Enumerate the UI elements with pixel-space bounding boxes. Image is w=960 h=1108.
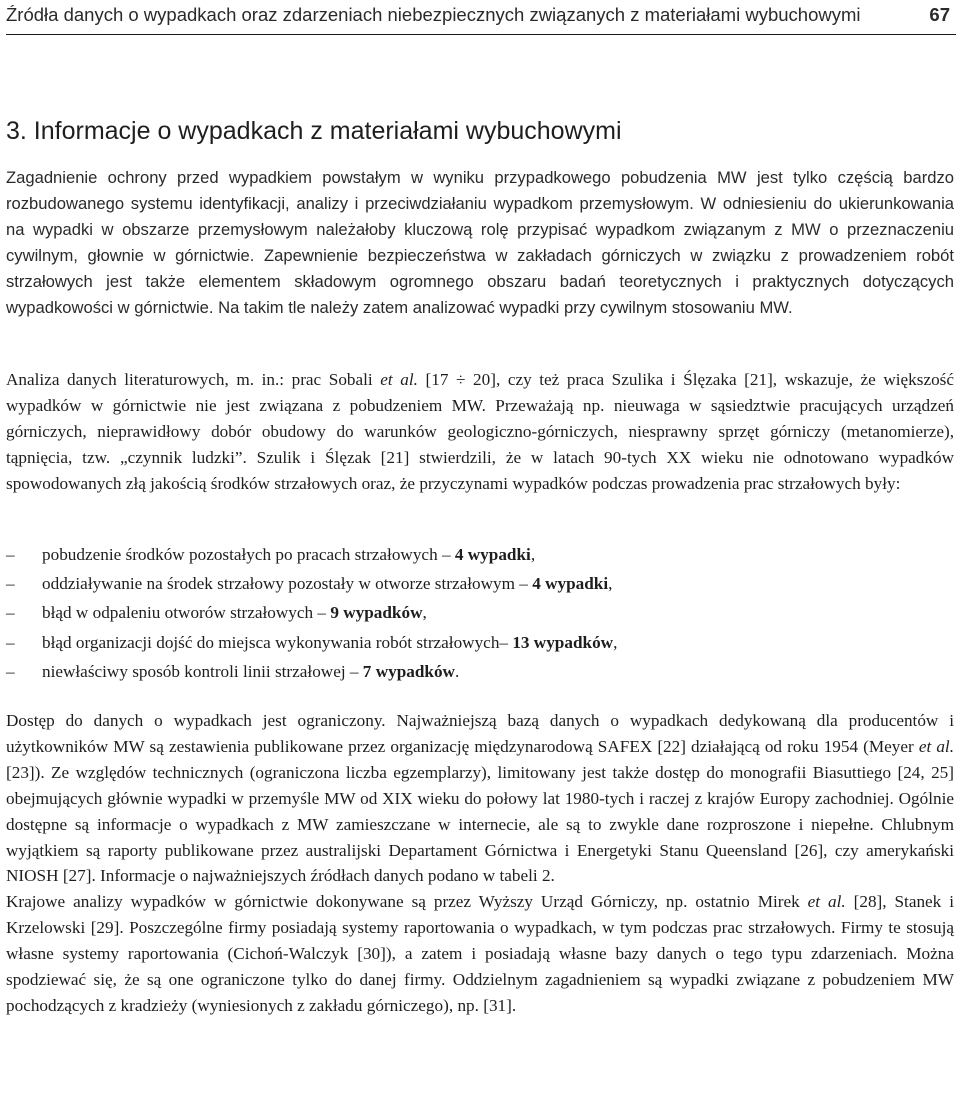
- text-run: Dostęp do danych o wypadkach jest ograniczony. Najważniejszą bazą danych o wypadkach dedykowaną dla producentów i użytkowników MW są zestawienia publikowane przez organizację międzynarodową SAFEX [22] działającą od roku 1954 (Meyer: [6, 711, 954, 756]
- cause-text: pobudzenie środków pozostałych po pracach strzałowych –: [42, 545, 455, 564]
- paragraph-literature: [6, 367, 954, 497]
- punctuation: ,: [530, 545, 536, 564]
- et-al: et al.: [918, 736, 954, 756]
- section-heading: 3. Informacje o wypadkach z materiałami wybuchowymi: [6, 117, 622, 145]
- paragraph-data-access: [6, 708, 954, 1019]
- dash-marker: –: [6, 574, 15, 594]
- accident-causes-list: [6, 540, 954, 686]
- cause-count: 7 wypadków: [362, 661, 455, 681]
- text-run: Krajowe analizy wypadków w górnictwie dokonywane są przez Wyższy Urząd Górniczy, np. ostatnio Mirek: [6, 892, 808, 912]
- dash-marker: –: [6, 545, 15, 564]
- text-run: [28], Stanek i Krzelowski [29]. Poszczególne firmy posiadają systemy raportowania o wypadkach, w tym podczas prac strzałowych. Firmy te stosują własne systemy raportowania (Cichoń-Walczyk [30]), a zatem i posiadają własne bazy danych o tego typu zdarzeniach. Można spodziewać się, że są one ograniczone tylko do danej firmy. Oddzielnym zagadnieniem są wypadki związane z pobudzeniem MW pochodzących z kradzieży (wyniesionych z zakładu górniczego), np. [31].: [6, 892, 954, 1015]
- punctuation: ,: [422, 603, 427, 623]
- text-run: [23]). Ze względów technicznych (ograniczona liczba egzemplarzy), limitowany jest także dostęp do monografii Biasuttiego [24, 25] obejmujących głównie wypadki w przemyśle MW od XIX wieku do połowy lat 1980-tych i raczej z krajów Europy zachodniej. Ogólnie dostępne są informacje o wypadkach z MW zamieszczane w internecie, ale są to zwykle dane rozproszone i niepełne. Chlubnym wyjątkiem są raporty publikowane przez australijski Departament Górnictwa i Energetyki Stanu Queensland [26], czy amerykański NIOSH [27]. Informacje o najważniejszych źródłach danych podano w tabeli 2.: [6, 762, 954, 886]
- et-al: et al.: [380, 370, 418, 389]
- text-run: [17 ÷ 20], czy też praca Szulika i Ślęzaka [21], wskazuje, że większość wypadków w górnictwie nie jest związana z pobudzeniem MW. Przeważają np. nieuwaga w sąsiedztwie pracujących urządzeń górniczych, nieprawidłowy dobór obudowy do warunków geologiczno-górniczych, niesprawny sprzęt górniczy (metanomierze), tąpnięcia, tzw. „czynnik ludzki”. Szulik i Ślęzak [21] stwierdzili, że w latach 90-tych XX wieku nie odnotowano wypadków spowodowanych złą jakością środków strzałowych oraz, że przyczynami wypadków podczas prowadzenia prac strzałowych były:: [6, 370, 954, 493]
- list-item: [6, 657, 954, 686]
- et-al: et al.: [807, 892, 846, 912]
- punctuation: .: [454, 661, 460, 681]
- dash-marker: –: [6, 603, 15, 623]
- punctuation: ,: [608, 574, 613, 594]
- cause-count: 13 wypadków: [512, 632, 614, 652]
- running-head-title: Źródła danych o wypadkach oraz zdarzeniach niebezpiecznych związanych z materiałami wybuchowymi: [6, 4, 861, 25]
- punctuation: ,: [613, 632, 618, 652]
- text-run: Analiza danych literaturowych, m. in.: prac Sobali: [6, 370, 381, 389]
- cause-count: 4 wypadki: [532, 574, 609, 594]
- list-item: [6, 598, 954, 627]
- cause-text: błąd w odpaleniu otworów strzałowych –: [42, 603, 331, 623]
- cause-text: oddziaływanie na środek strzałowy pozostały w otworze strzałowym –: [42, 574, 533, 594]
- cause-text: błąd organizacji dojść do miejsca wykonywania robót strzałowych–: [42, 632, 513, 652]
- header-rule: [6, 34, 956, 35]
- list-item: [6, 569, 954, 598]
- paragraph-intro: Zagadnienie ochrony przed wypadkiem powstałym w wyniku przypadkowego pobudzenia MW jest tylko częścią bardzo rozbudowanego systemu identyfikacji, analizy i przeciwdziałaniu wypadkom przemysłowym. W odniesieniu do ukierunkowania na wypadki w obszarze przemysłowym należałoby kluczową rolę przypisać wypadkom związanym z MW o przeznaczeniu cywilnym, głownie w górnictwie. Zapewnienie bezpieczeństwa w zakładach górniczych w związku z prowadzeniem robót strzałowych jest także elementem składowym ogromnego obszaru badań teoretycznych i praktycznych dotyczących wypadkowości w górnictwie. Na takim tle należy zatem analizować wypadki przy cywilnym stosowaniu MW.: [6, 168, 954, 317]
- page-number: 67: [929, 4, 950, 25]
- dash-marker: –: [6, 632, 15, 652]
- cause-count: 9 wypadków: [330, 603, 423, 623]
- running-head: [6, 4, 954, 30]
- cause-count: 4 wypadki: [454, 545, 531, 564]
- cause-text: niewłaściwy sposób kontroli linii strzałowej –: [42, 661, 363, 681]
- list-item: [6, 628, 954, 657]
- list-item: [6, 540, 954, 569]
- dash-marker: –: [6, 661, 15, 681]
